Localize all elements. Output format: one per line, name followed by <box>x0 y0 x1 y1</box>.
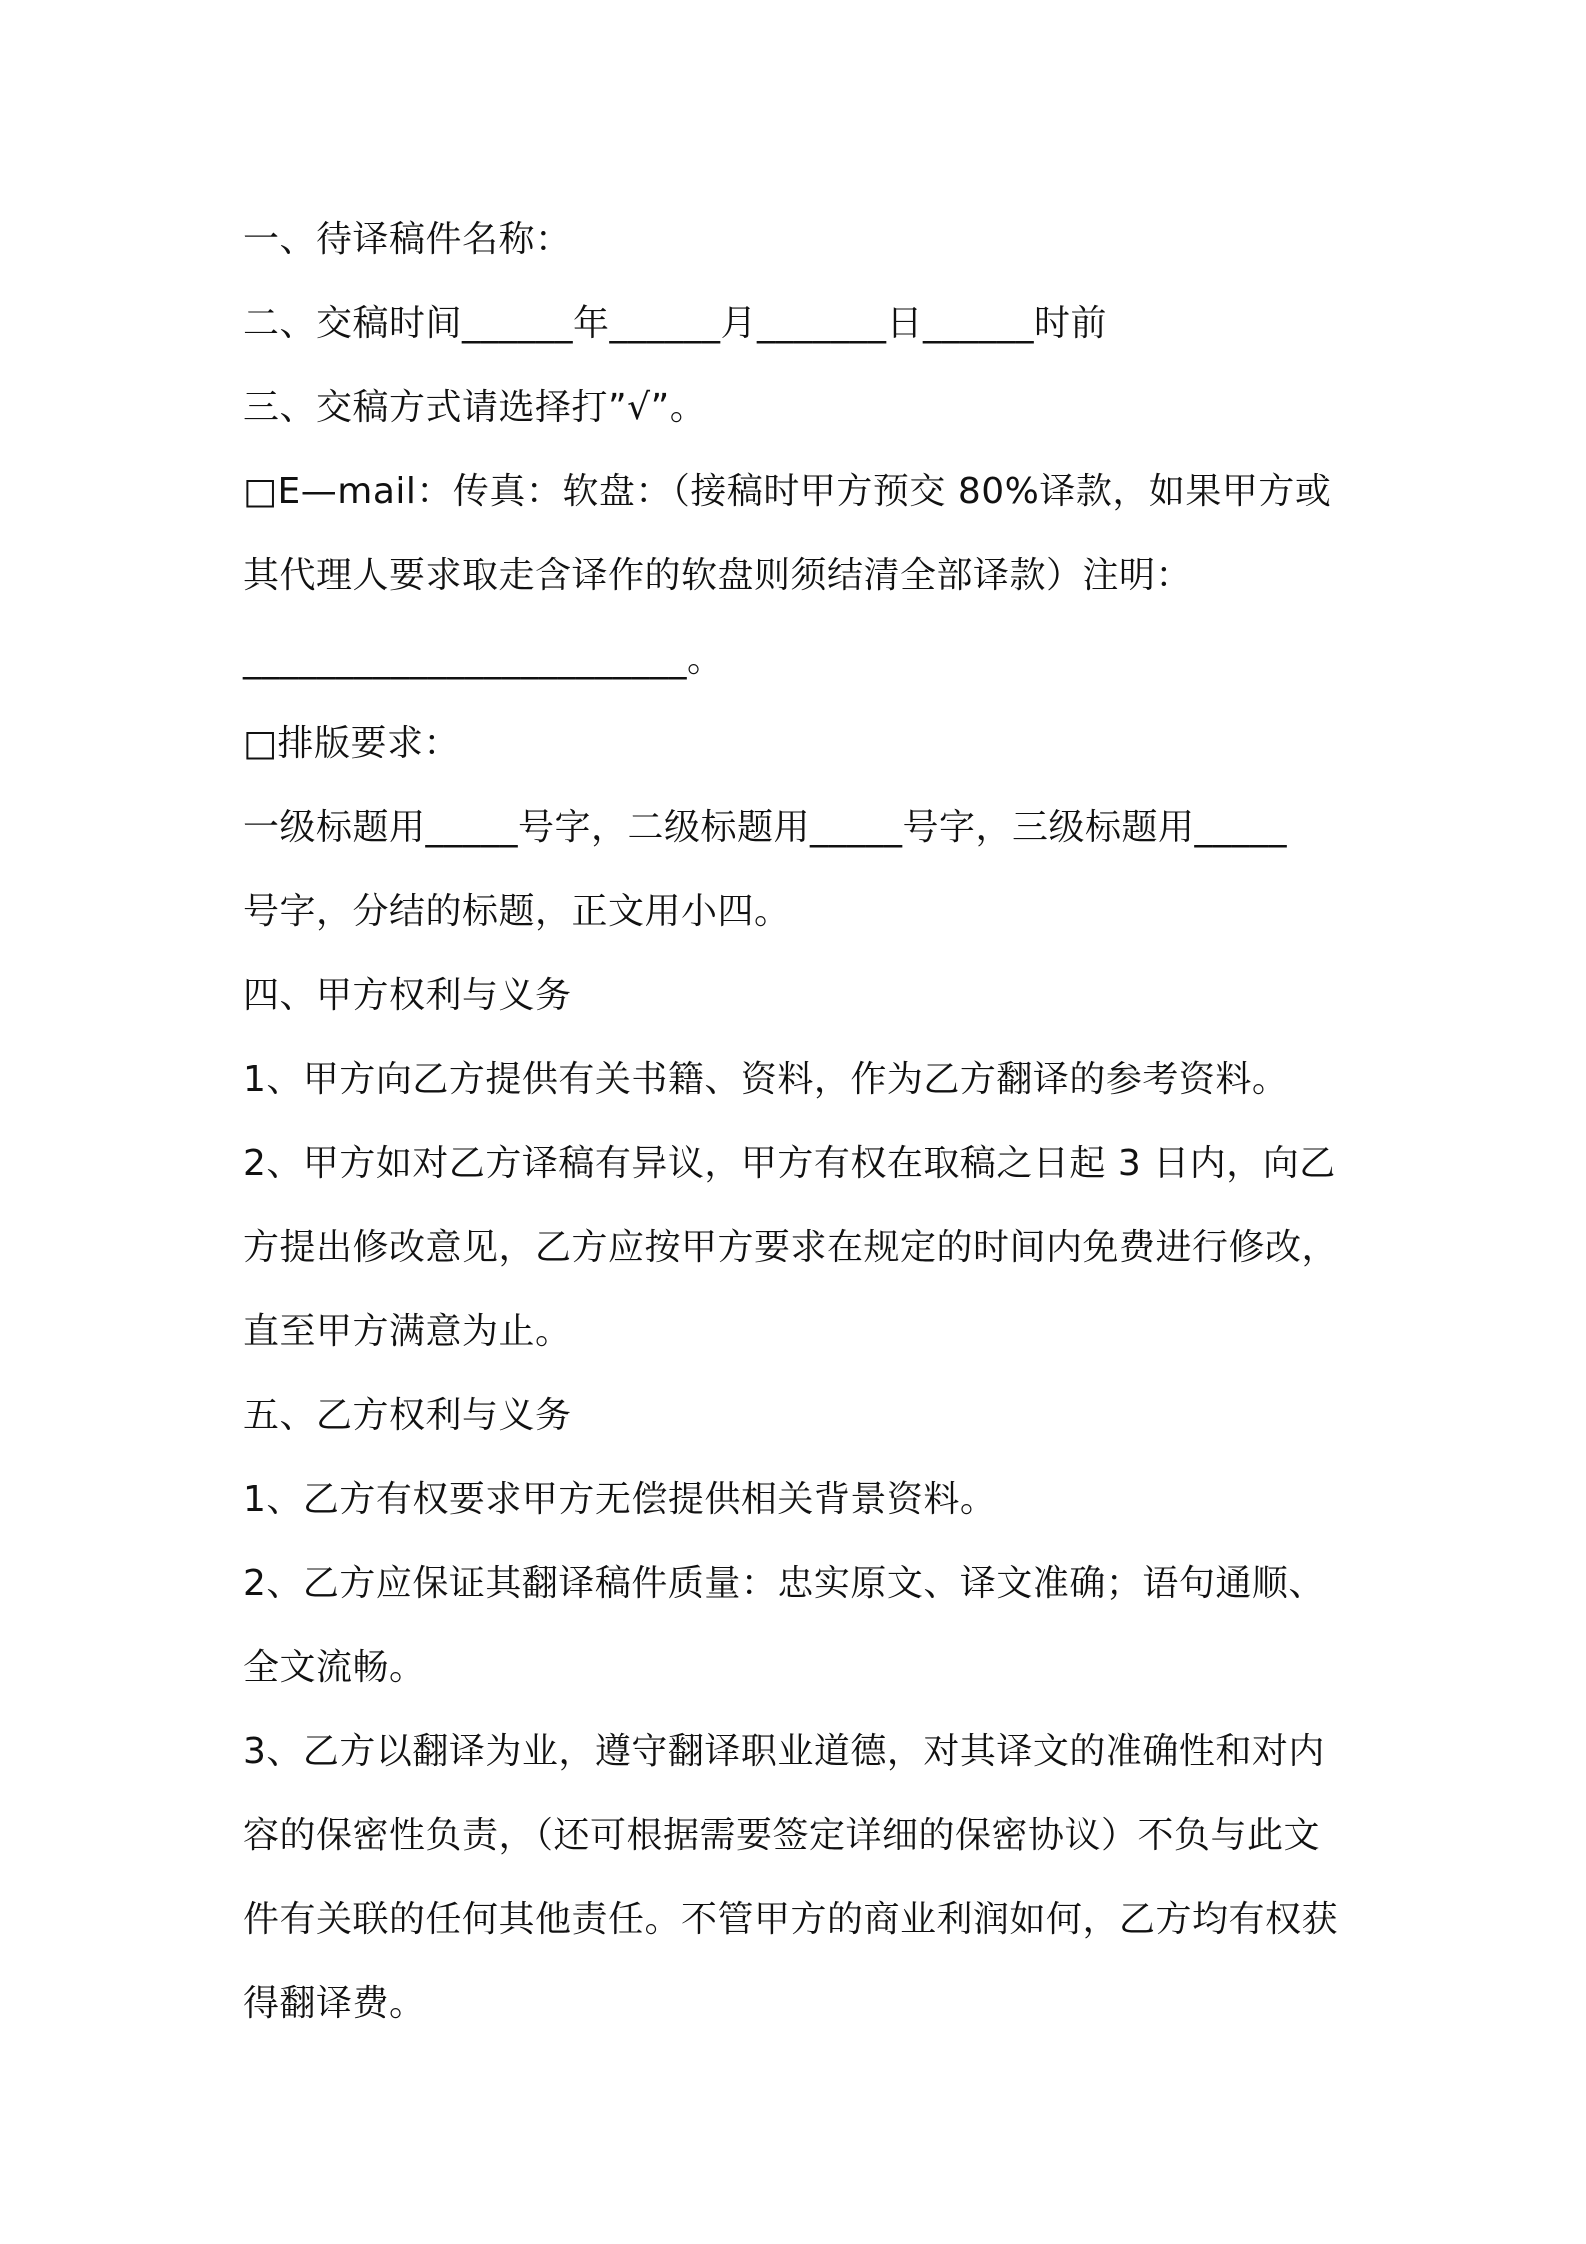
delivery-options-line-2: 其代理人要求取走含译作的软盘则须结清全部译款）注明： <box>243 555 1193 596</box>
party-a-clause-1: 1、甲方向乙方提供有关书籍、资料，作为乙方翻译的参考资料。 <box>243 1059 1289 1100</box>
party-b-clause-2-line-1: 2、乙方应保证其翻译稿件质量：忠实原文、译文准确；语句通顺、 <box>243 1563 1325 1604</box>
section-2-delivery-time: 二、交稿时间______年______月_______日______时前 <box>243 303 1108 344</box>
party-b-clause-3-line-2: 容的保密性负责，（还可根据需要签定详细的保密协议）不负与此文 <box>243 1815 1321 1856</box>
party-b-clause-3-line-3: 件有关联的任何其他责任。不管甲方的商业利润如何，乙方均有权获 <box>243 1899 1339 1940</box>
heading-sizes-line-2: 号字，分结的标题，正文用小四。 <box>243 891 791 932</box>
section-5-heading: 五、乙方权利与义务 <box>243 1395 572 1436</box>
section-1-heading: 一、待译稿件名称： <box>243 219 572 260</box>
party-a-clause-2-line-1: 2、甲方如对乙方译稿有异议，甲方有权在取稿之日起 3 日内，向乙 <box>243 1143 1336 1184</box>
party-b-clause-2-line-2: 全文流畅。 <box>243 1647 426 1688</box>
section-4-heading: 四、甲方权利与义务 <box>243 975 572 1016</box>
delivery-options-line-1: □E—mail：传真：软盘：（接稿时甲方预交 80%译款，如果甲方或 <box>243 471 1332 512</box>
party-b-clause-1: 1、乙方有权要求甲方无偿提供相关背景资料。 <box>243 1479 997 1520</box>
party-b-clause-3-line-4: 得翻译费。 <box>243 1983 426 2024</box>
section-3-delivery-method: 三、交稿方式请选择打”√”。 <box>243 387 707 428</box>
heading-sizes-line-1: 一级标题用_____号字，二级标题用_____号字，三级标题用_____ <box>243 807 1288 848</box>
document-body <box>243 198 1363 2046</box>
party-b-clause-3-line-1: 3、乙方以翻译为业，遵守翻译职业道德，对其译文的准确性和对内 <box>243 1731 1325 1772</box>
layout-requirements-label: □排版要求： <box>243 723 461 764</box>
party-a-clause-2-line-2: 方提出修改意见，乙方应按甲方要求在规定的时间内免费进行修改， <box>243 1227 1339 1268</box>
party-a-clause-2-line-3: 直至甲方满意为止。 <box>243 1311 572 1352</box>
note-blank-line: ________________________。 <box>243 639 724 680</box>
